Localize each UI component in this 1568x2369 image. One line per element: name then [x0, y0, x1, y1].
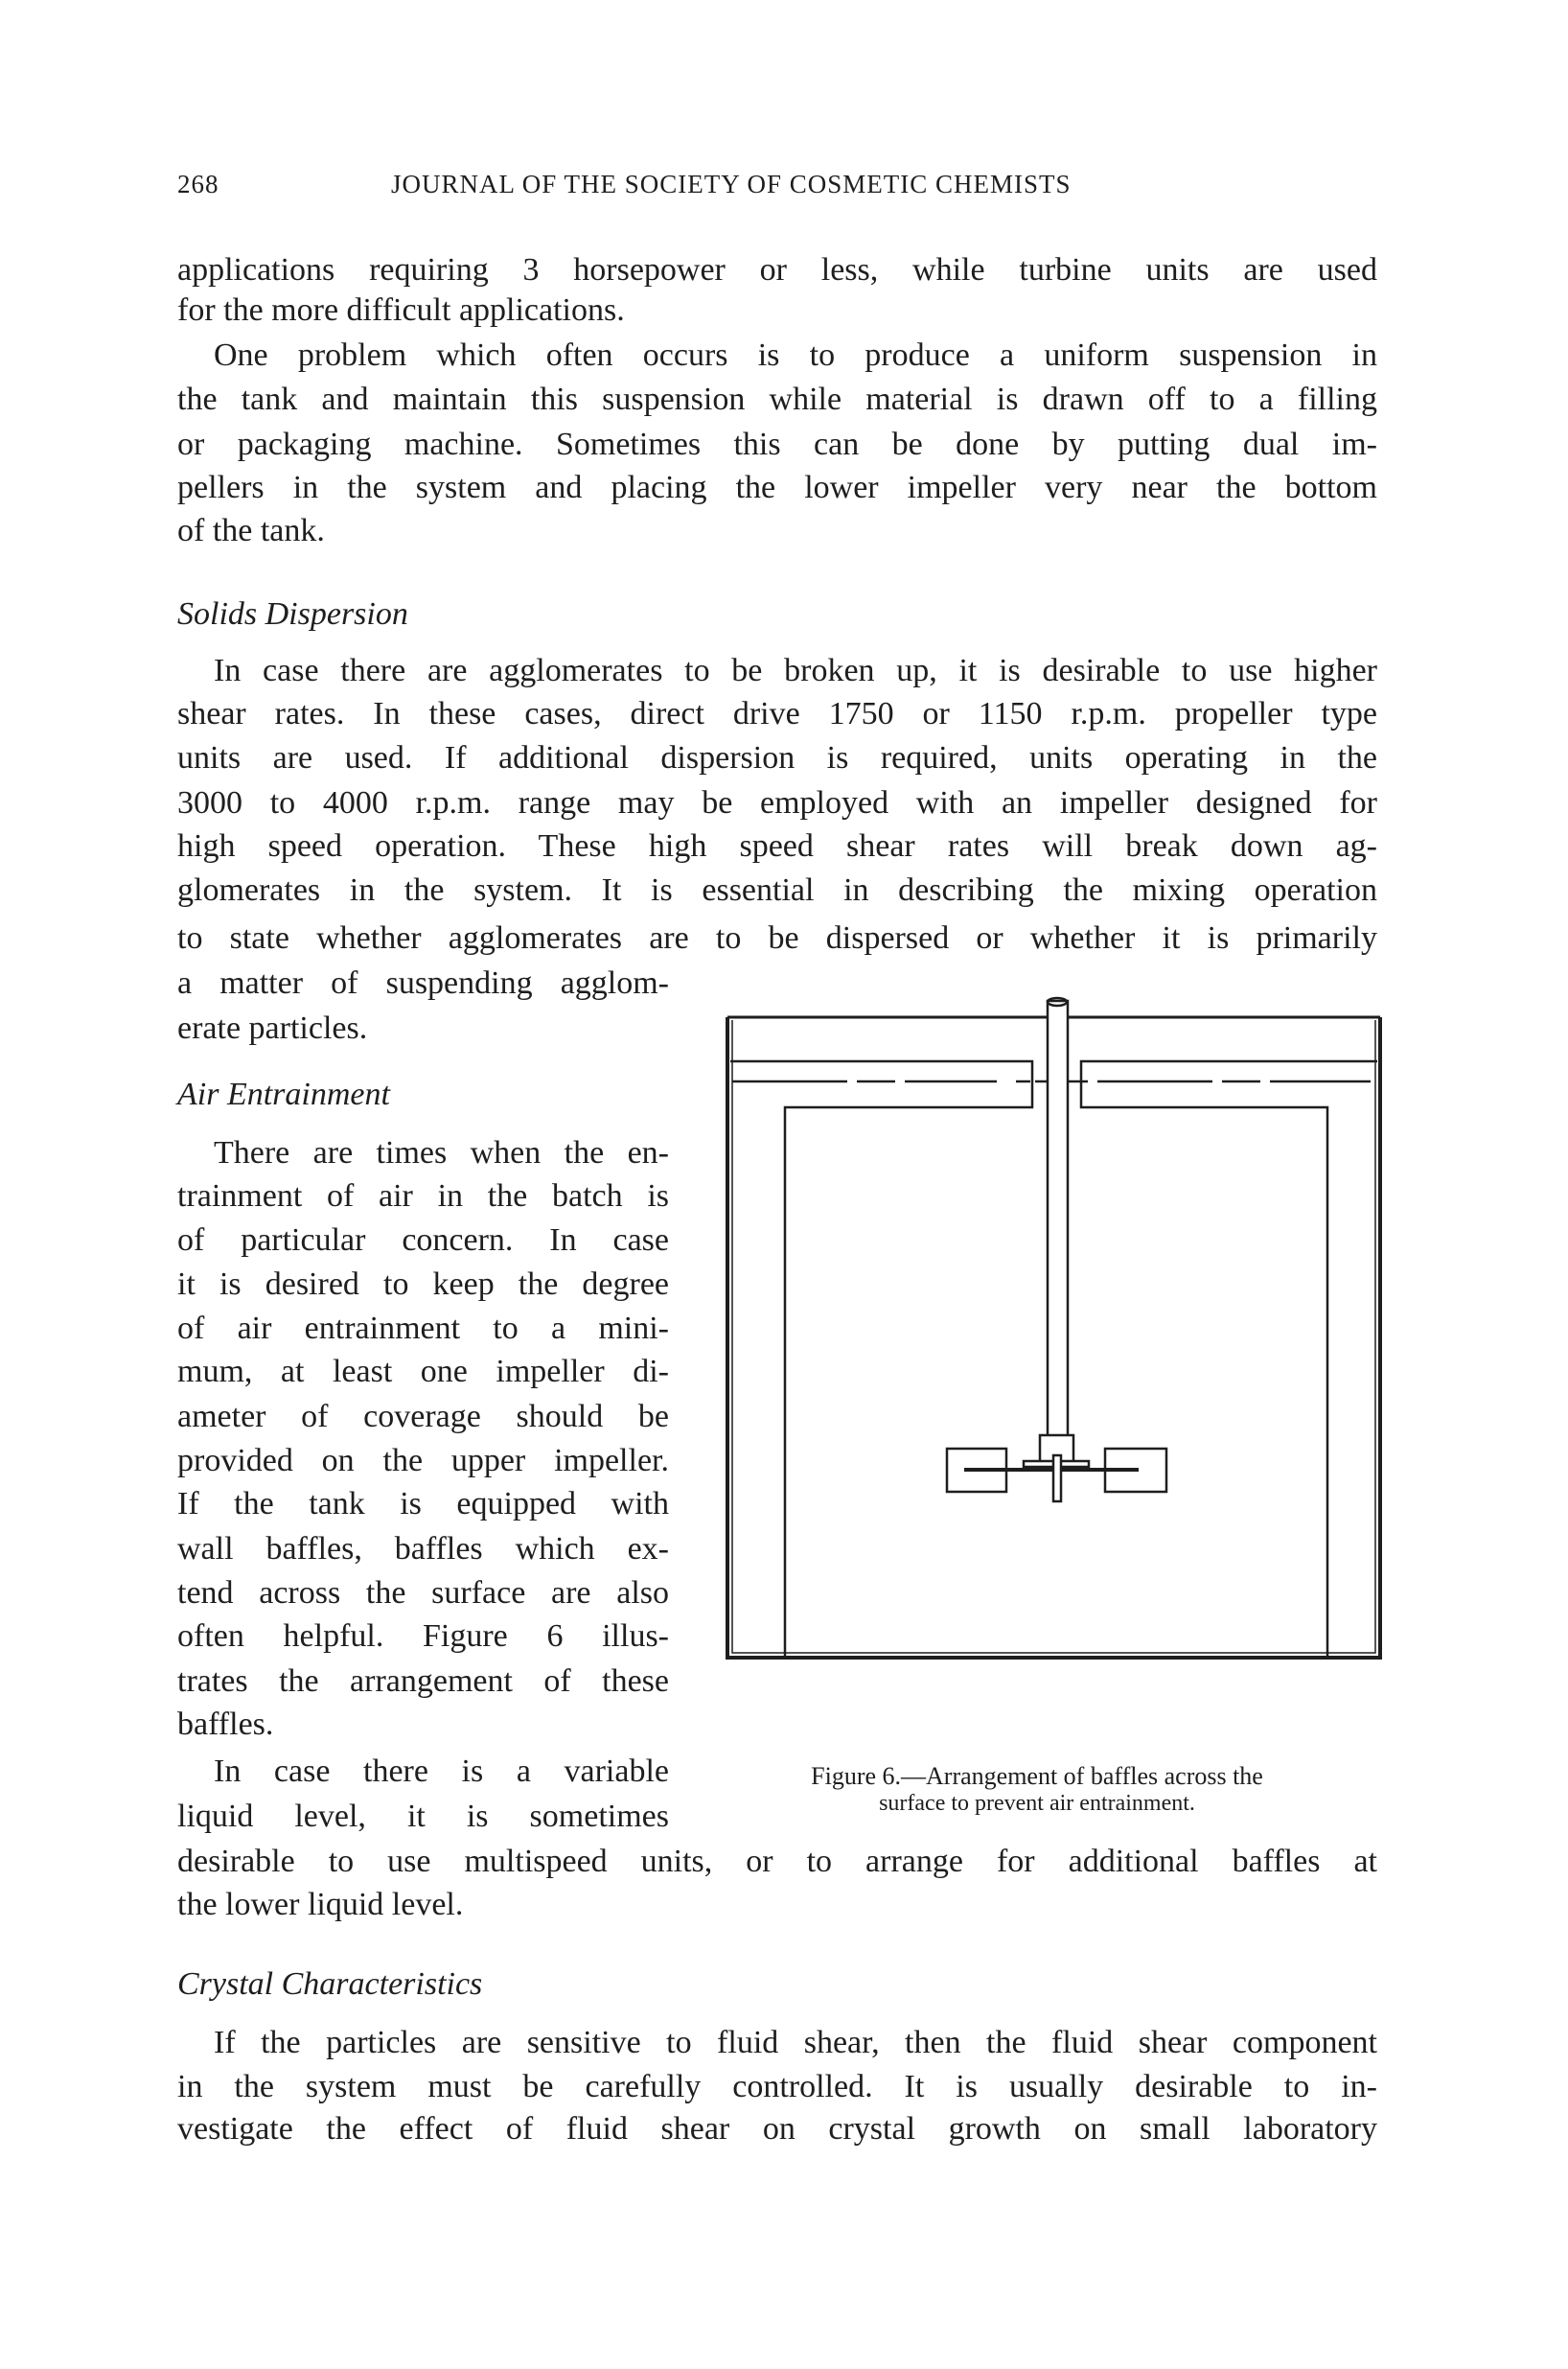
body-text-line: of particular concern. In case	[177, 1222, 669, 1258]
impeller	[947, 1435, 1166, 1501]
body-text-line: mum, at least one impeller di-	[177, 1354, 669, 1389]
surface-baffle-right	[1081, 1061, 1377, 1656]
body-text-line: or packaging machine. Sometimes this can be done by putting dual im-	[177, 427, 1377, 462]
section-heading: Solids Dispersion	[177, 596, 408, 632]
body-text-line: trainment of air in the batch is	[177, 1178, 669, 1214]
body-text-line: tend across the surface are also	[177, 1575, 669, 1611]
section-heading: Crystal Characteristics	[177, 1966, 483, 2002]
body-text-line: applications requiring 3 horsepower or less, while turbine units are used	[177, 252, 1377, 288]
body-text-line: often helpful. Figure 6 illus-	[177, 1618, 669, 1654]
running-header: JOURNAL OF THE SOCIETY OF COSMETIC CHEMISTS	[391, 170, 1072, 198]
body-text-line: of air entrainment to a mini-	[177, 1311, 669, 1346]
body-text-line: baffles.	[177, 1707, 274, 1742]
body-text-line: in the system must be carefully controlled. It is usually desirable to in-	[177, 2069, 1377, 2104]
body-text-line: One problem which often occurs is to produce a uniform suspension in	[214, 337, 1377, 373]
body-text-line: ameter of coverage should be	[177, 1399, 669, 1434]
body-text-line: In case there are agglomerates to be broken up, it is desirable to use higher	[214, 653, 1377, 688]
body-text-line: If the tank is equipped with	[177, 1486, 669, 1521]
body-text-line: If the particles are sensitive to fluid shear, then the fluid shear component	[214, 2025, 1377, 2060]
body-text-line: erate particles.	[177, 1010, 368, 1046]
body-text-line: shear rates. In these cases, direct drive 1750 or 1150 r.p.m. propeller type	[177, 696, 1377, 732]
body-text-line: the tank and maintain this suspension while material is drawn off to a filling	[177, 382, 1377, 417]
body-text-line: pellers in the system and placing the lower impeller very near the bottom	[177, 470, 1377, 505]
body-text-line: to state whether agglomerates are to be dispersed or whether it is primarily	[177, 920, 1377, 956]
section-heading: Air Entrainment	[177, 1077, 390, 1112]
body-text-line: liquid level, it is sometimes	[177, 1799, 669, 1834]
body-text-line: high speed operation. These high speed shear rates will break down ag-	[177, 828, 1377, 864]
body-text-line: desirable to use multispeed units, or to arrange for additional baffles at	[177, 1844, 1377, 1879]
body-text-line: There are times when the en-	[214, 1135, 669, 1171]
body-text-line: In case there is a variable	[214, 1754, 669, 1789]
page-number: 268	[177, 170, 219, 198]
figure-caption-line-2: surface to prevent air entrainment.	[879, 1791, 1195, 1816]
body-text-line: wall baffles, baffles which ex-	[177, 1531, 669, 1567]
body-text-line: provided on the upper impeller.	[177, 1443, 669, 1478]
body-text-line: trates the arrangement of these	[177, 1663, 669, 1699]
body-text-line: units are used. If additional dispersion is required, units operating in the	[177, 740, 1377, 776]
surface-baffle-left	[730, 1061, 1032, 1656]
body-text-line: a matter of suspending agglom-	[177, 965, 669, 1001]
body-text-line: glomerates in the system. It is essential in describing the mixing operation	[177, 872, 1377, 908]
impeller-shaft	[1048, 998, 1068, 1439]
body-text-line: vestigate the effect of fluid shear on crystal growth on small laboratory	[177, 2111, 1377, 2147]
body-text-line: for the more difficult applications.	[177, 292, 625, 328]
body-text-line: of the tank.	[177, 513, 325, 548]
body-text-line: it is desired to keep the degree	[177, 1266, 669, 1302]
figure-caption-line-1: Figure 6.—Arrangement of baffles across the	[811, 1762, 1263, 1790]
body-text-line: 3000 to 4000 r.p.m. range may be employed with an impeller designed for	[177, 785, 1377, 821]
body-text-line: the lower liquid level.	[177, 1887, 464, 1922]
